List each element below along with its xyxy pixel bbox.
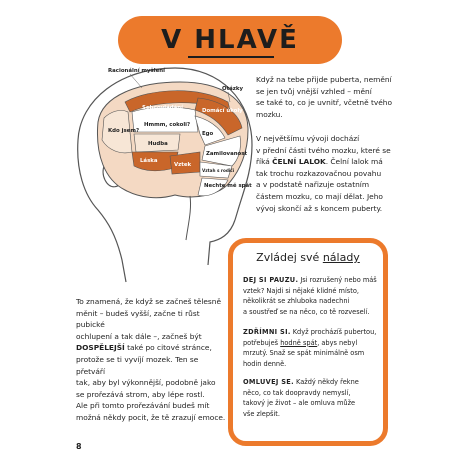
label-kdo-jsem: Kdo jsem? — [108, 128, 140, 134]
tip-pauza: DEJ SI PAUZU. Jsi rozrušený nebo máš vztek? Najdi si nějaké klidné místo, několikrát se zhluboka nadechni a soustřeď se na něco, co tě rozveselí. — [243, 276, 377, 316]
label-vztek: Vztek — [174, 162, 192, 168]
label-hmmm: Hmmm, cokoli? — [144, 122, 191, 128]
adult-term: DOSPĚLEJŠÍ — [76, 343, 125, 353]
label-sebeovladani: Sebeovládání — [142, 105, 183, 111]
frontal-lobe-term: ČELNÍ LALOK — [272, 157, 326, 167]
title-underline — [188, 56, 274, 58]
emotions-paragraph: To znamená, že když se začneš tělesně měnit – budeš vyšší, začne ti růst pubické ochlupení a tak dále –, začneš být DOSPĚLEJŠÍ také po citové stránce, protože se ti vyvíjí mozek. Ten se přetváří tak, aby byl výkonnější, podobně jako se prořezává strom, aby lépe rostl. Ale při tomto prořezávání budeš mít možná někdy pocit, že tě zrazují emoce. — [76, 297, 226, 422]
tip-zdrimni: ZDŘÍMNI SI. Když procházíš pubertou, potřebuješ hodně spát, abys nebyl mrzutý. Snaž se spát minimálně osm hodin denně. — [243, 328, 377, 368]
frontal-lobe-paragraph: V největšímu vývoji dochází v přední části tvého mozku, které se říká ČELNÍ LALOK. Čelní lalok má tak trochu rozkazovačnou povahu a v podstatě nařizuje ostatním částem mozku, co mají dělat. Jeho vývoj skončí až s koncem puberty. — [256, 134, 391, 213]
head-brain-illustration — [70, 60, 255, 285]
brain-stem — [186, 196, 191, 240]
page-number: 8 — [76, 442, 82, 451]
tip-omluvit: OMLUVEJ SE. Každý někdy řekne něco, co tak doopravdy nemyslí, takový je život – ale omluva může vše zlepšit. — [243, 378, 359, 418]
title-banner — [118, 16, 342, 64]
label-domaci-ukoly: Domácí úkoly — [202, 108, 243, 114]
tips-heading: Zvládej své nálady — [256, 251, 360, 264]
page-title: V HLAVĚ — [161, 25, 299, 55]
mood-tips-box — [228, 238, 388, 446]
intro-paragraph: Když na tebe přijde puberta, nemění se jen tvůj vnější vzhled – mění se také to, co je uvnitř, včetně tvého mozku. — [256, 75, 393, 119]
label-laska: Láska — [140, 158, 158, 164]
label-ego: Ego — [202, 131, 214, 137]
label-vztah: Vztah s rodiči — [202, 168, 235, 173]
label-nechte: Nechte mě spát — [204, 183, 252, 189]
label-hudba: Hudba — [148, 141, 168, 147]
label-otazky: Otázky — [222, 86, 244, 92]
label-racionalni: Racionální myšlení — [108, 68, 165, 74]
label-zamilovanost: Zamilovanost — [206, 151, 248, 157]
